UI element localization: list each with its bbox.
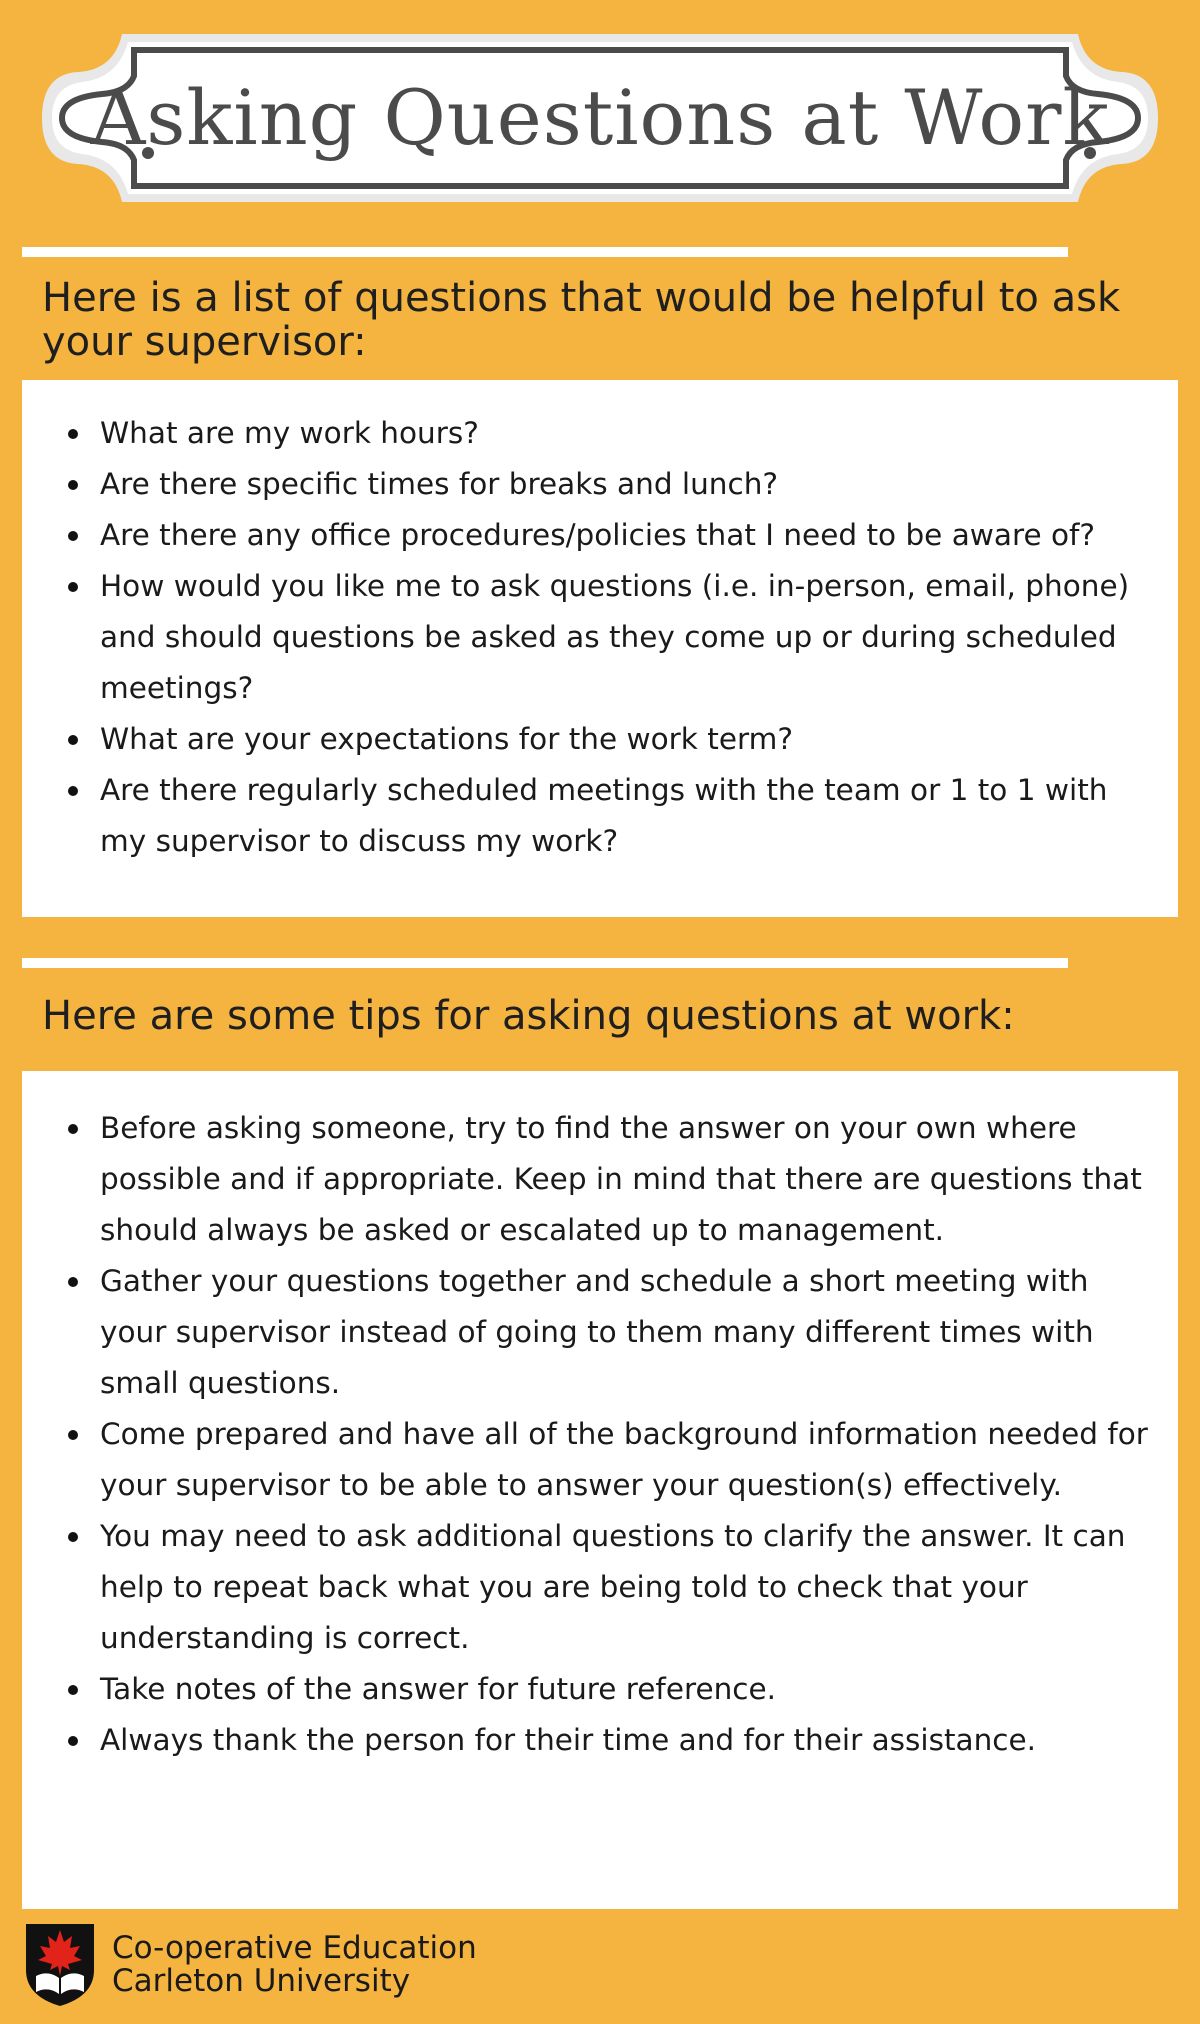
title-banner [42,34,1158,202]
bullet-icon [68,582,78,592]
bullet-icon [68,1430,78,1440]
tip-item: Before asking someone, try to find the answer on your own where possible and if appropriate. Keep in mind that there are questions that should always be asked or escalated up to management. [22,1103,1178,1256]
bullet-icon [68,1124,78,1134]
footer-org-text [112,1932,477,1998]
bullet-icon [68,735,78,745]
question-item: Are there specific times for breaks and lunch? [22,459,1178,510]
page-title: Asking Questions at Work [90,73,1110,162]
section2-divider [22,958,1068,968]
tips-list [22,1071,1178,1766]
questions-list [22,380,1178,867]
bullet-icon [68,531,78,541]
section1-divider [22,247,1068,257]
footer-line2: Carleton University [112,1963,411,1999]
question-item: What are your expectations for the work term? [22,714,1178,765]
tip-item: Gather your questions together and schedule a short meeting with your supervisor instead of going to them many different times with small questions. [22,1256,1178,1409]
bullet-icon [68,786,78,796]
section1-heading: Here is a list of questions that would be helpful to ask your supervisor: [42,275,1121,365]
question-item: What are my work hours? [22,408,1178,459]
tip-item: Take notes of the answer for future reference. [22,1664,1178,1715]
bullet-icon [68,1277,78,1287]
question-item: Are there regularly scheduled meetings with the team or 1 to 1 with my supervisor to discuss my work? [22,765,1178,867]
bullet-icon [68,480,78,490]
section2-heading: Here are some tips for asking questions at work: [42,993,1015,1039]
bullet-icon [68,429,78,439]
tip-item: You may need to ask additional questions to clarify the answer. It can help to repeat back what you are being told to check that your understanding is correct. [22,1511,1178,1664]
tips-panel [22,1071,1178,1909]
bullet-icon [68,1532,78,1542]
carleton-shield-icon [22,1920,98,2008]
bullet-icon [68,1685,78,1695]
question-item: How would you like me to ask questions (i.e. in-person, email, phone) and should questions be asked as they come up or during scheduled meetings? [22,561,1178,714]
question-item: Are there any office procedures/policies that I need to be aware of? [22,510,1178,561]
questions-panel [22,380,1178,917]
bullet-icon [68,1736,78,1746]
tip-item: Come prepared and have all of the background information needed for your supervisor to be able to answer your question(s) effectively. [22,1409,1178,1511]
footer-line1: Co-operative Education [112,1930,477,1966]
tip-item: Always thank the person for their time and for their assistance. [22,1715,1178,1766]
